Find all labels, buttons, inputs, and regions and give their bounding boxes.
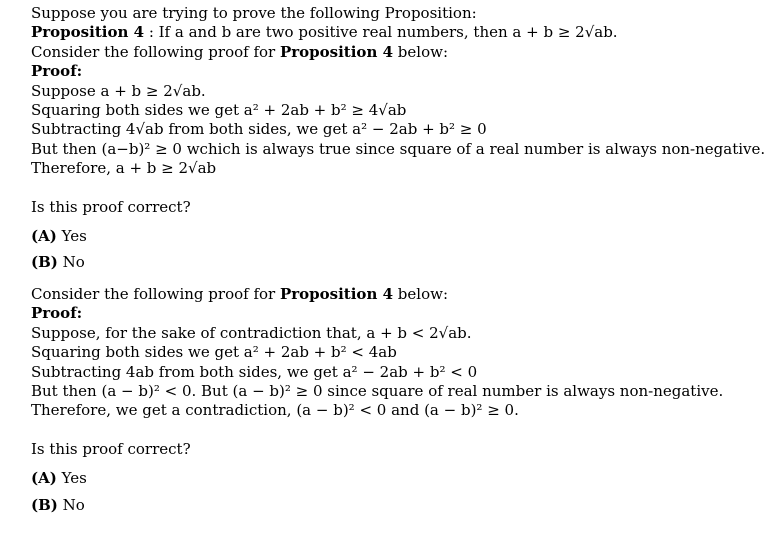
- proof-intro-suffix: below:: [397, 42, 448, 61]
- proof-line: Subtracting 4ab from both sides, we get a² − 2ab + b² < 0: [31, 362, 478, 381]
- option-text: No: [62, 253, 85, 272]
- proof-intro-prefix: Consider the following proof for: [31, 284, 276, 303]
- option-text: No: [62, 495, 85, 514]
- proof-intro-prefix: Consider the following proof for: [31, 42, 276, 61]
- option-letter: (A): [31, 227, 57, 246]
- proposition-label: Proposition 4: [31, 23, 145, 42]
- option-a[interactable]: [31, 227, 676, 246]
- option-text: Yes: [61, 469, 87, 488]
- proof-label: Proof:: [31, 62, 83, 81]
- proof-line: Therefore, we get a contradiction, (a − b)² < 0 and (a − b)² ≥ 0.: [31, 401, 519, 420]
- option-b[interactable]: [31, 253, 676, 272]
- proof-intro-proposition: Proposition 4: [279, 42, 394, 61]
- question-text: Is this proof correct?: [31, 197, 191, 216]
- option-a[interactable]: [31, 469, 676, 488]
- proof-intro-proposition: Proposition 4: [279, 284, 394, 303]
- proof-intro: [31, 43, 676, 62]
- document-page: [31, 4, 765, 515]
- proof-label: Proof:: [31, 304, 83, 323]
- proof-line: Suppose, for the sake of contradiction that, a + b < 2√ab.: [31, 323, 472, 342]
- proof-line: Therefore, a + b ≥ 2√ab: [31, 159, 217, 178]
- option-text: Yes: [61, 227, 87, 246]
- option-letter: (B): [31, 495, 58, 514]
- proof-line: But then (a − b)² < 0. But (a − b)² ≥ 0 since square of real number is always non-negative.: [31, 381, 724, 400]
- option-letter: (A): [31, 469, 57, 488]
- proof-line: But then (a−b)² ≥ 0 wchich is always true since square of a real number is always non-negative.: [31, 139, 765, 158]
- question-text: Is this proof correct?: [31, 439, 191, 458]
- intro-text: Suppose you are trying to prove the following Proposition:: [31, 4, 477, 22]
- proposition-statement: [31, 23, 676, 42]
- proof-line: Subtracting 4√ab from both sides, we get a² − 2ab + b² ≥ 0: [31, 120, 487, 139]
- option-letter: (B): [31, 253, 58, 272]
- proof-section-1: [31, 42, 765, 273]
- proof-intro-suffix: below:: [397, 284, 448, 303]
- proof-section-2: [31, 284, 724, 515]
- proof-line: Squaring both sides we get a² + 2ab + b² ≥ 4√ab: [31, 101, 407, 120]
- proposition-text: : If a and b are two positive real numbers, then a + b ≥ 2√ab.: [148, 23, 618, 42]
- proof-intro: [31, 285, 676, 304]
- proof-line: Suppose a + b ≥ 2√ab.: [31, 81, 206, 100]
- proof-line: Squaring both sides we get a² + 2ab + b² < 4ab: [31, 343, 397, 362]
- option-b[interactable]: [31, 496, 676, 515]
